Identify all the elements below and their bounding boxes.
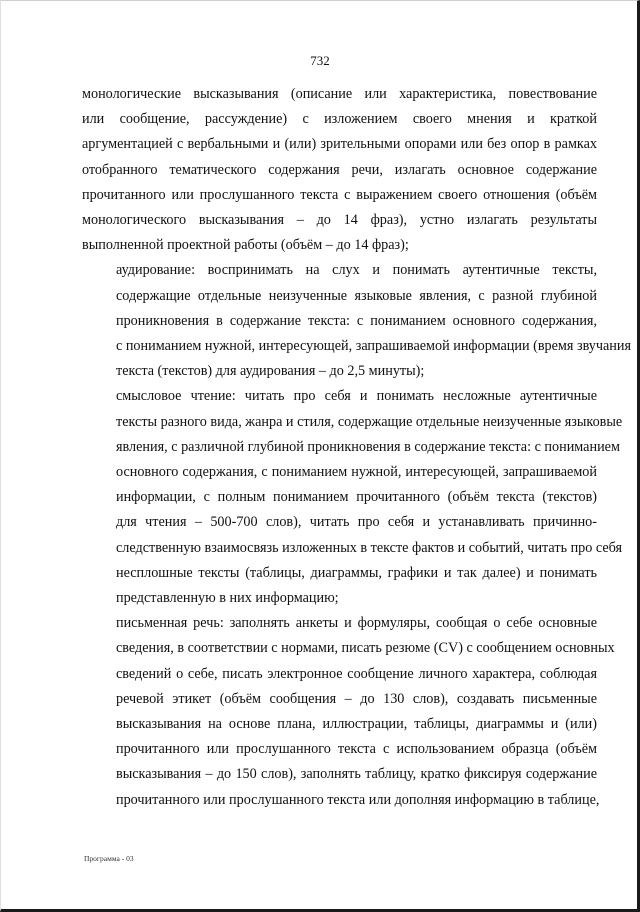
text-line: прочитанного или прослушанного текста с выражением своего отношения (объём (82, 186, 597, 203)
text-line: с пониманием нужной, интересующей, запрашиваемой информации (время звучания (116, 338, 632, 355)
text-line: тексты разного вида, жанра и стиля, содержащие отдельные неизученные языковые (116, 413, 623, 430)
text-line: монологического высказывания – до 14 фраз), устно излагать результаты (82, 212, 597, 229)
text-line: письменная речь: заполнять анкеты и формуляры, сообщая о себе основные (116, 615, 597, 632)
text-line: высказывания – до 150 слов), заполнять таблицу, кратко фиксируя содержание (116, 766, 597, 783)
text-line: явления, с различной глубиной проникновения в содержание текста: с пониманием (116, 438, 620, 455)
text-line: основного содержания, с пониманием нужной, интересующей, запрашиваемой (116, 464, 597, 481)
text-line: несплошные тексты (таблицы, диаграммы, графики и так далее) и понимать (116, 564, 597, 581)
text-line: представленную в них информацию; (116, 590, 339, 607)
text-line: информации, с полным пониманием прочитанного (объём текста (текстов) (116, 489, 597, 506)
footer-label: Программа - 03 (84, 854, 134, 863)
paragraph (82, 82, 597, 258)
text-line: аудирование: воспринимать на слух и понимать аутентичные тексты, (116, 262, 597, 279)
text-line: для чтения – 500-700 слов), читать про себя и устанавливать причинно- (116, 514, 597, 531)
page-number: 732 (310, 53, 330, 68)
text-line: содержащие отдельные неизученные языковые явления, с разной глубиной (116, 287, 597, 304)
text-line: проникновения в содержание текста: с пониманием основного содержания, (116, 312, 597, 329)
document-body (82, 82, 632, 813)
text-line: сведения, в соответствии с нормами, писать резюме (CV) с сообщением основных (116, 640, 615, 657)
paragraph (82, 611, 615, 813)
text-line: следственную взаимосвязь изложенных в тексте фактов и событий, читать про себя (116, 539, 623, 556)
text-line: выполненной проектной работы (объём – до 14 фраз); (82, 237, 409, 254)
text-line: сведений о себе, писать электронное сообщение личного характера, соблюдая (116, 665, 597, 682)
text-line: прочитанного или прослушанного текста с использованием образца (объём (116, 741, 597, 758)
text-line: речевой этикет (объём сообщения – до 130 слов), создавать письменные (116, 690, 597, 707)
text-line: прочитанного или прослушанного текста или дополняя информацию в таблице, (116, 791, 600, 808)
text-line: монологические высказывания (описание или характеристика, повествование (82, 86, 597, 102)
text-line: отобранного тематического содержания речи, излагать основное содержание (82, 161, 597, 178)
text-line: текста (текстов) для аудирования – до 2,5 минуты); (116, 363, 425, 380)
text-line: высказывания на основе плана, иллюстрации, таблицы, диаграммы и (или) (116, 716, 597, 733)
text-line: или сообщение, рассуждение) с изложением своего мнения и краткой (82, 111, 597, 128)
paragraph (82, 258, 632, 384)
text-line: смысловое чтение: читать про себя и понимать несложные аутентичные (116, 388, 597, 405)
text-line: аргументацией с вербальными и (или) зрительными опорами или без опор в рамках (82, 136, 597, 153)
paragraph (82, 384, 623, 611)
